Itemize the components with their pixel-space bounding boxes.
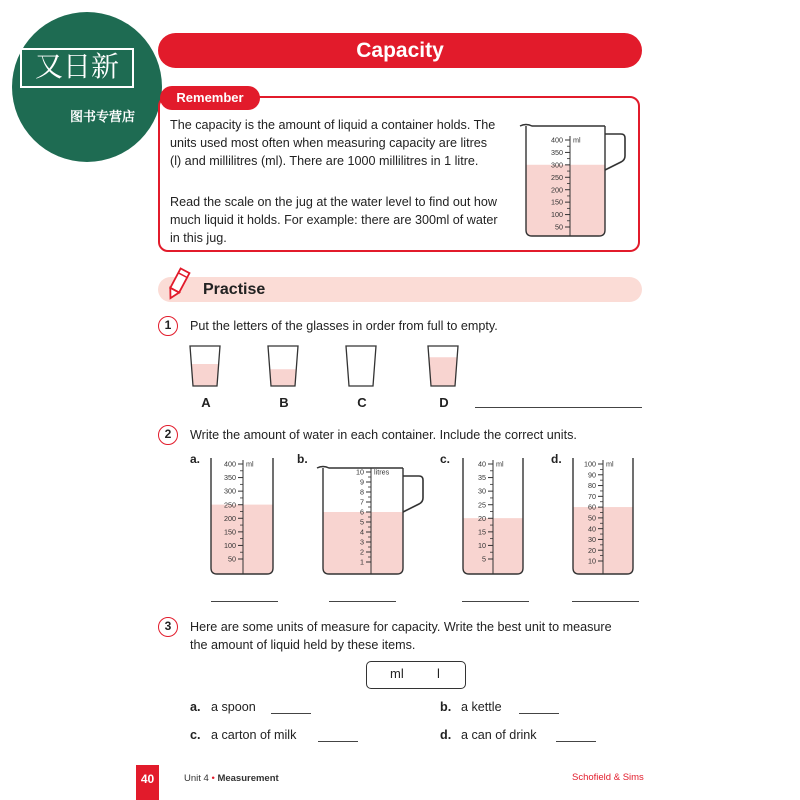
item-c-letter: c. [190, 728, 201, 742]
tick-label: 50 [555, 222, 563, 232]
unit-label: ml [496, 459, 504, 469]
question-2-text: Write the amount of water in each container. Include the correct units. [190, 428, 577, 442]
item-a-letter: a. [190, 700, 201, 714]
tick-label: 40 [478, 459, 486, 469]
item-a-answer-line[interactable] [271, 713, 311, 714]
container-d-cylinder [565, 452, 645, 580]
unit-label: ml [606, 459, 614, 469]
tick-label: 60 [588, 502, 596, 512]
footer-publisher: Schofield & Sims [572, 772, 644, 783]
unit-label: litres [374, 467, 390, 477]
pencil-icon [163, 266, 193, 302]
container-label-c: c. [440, 452, 451, 466]
tick-label: 100 [584, 459, 596, 469]
unit-label: ml [246, 459, 254, 469]
tick-label: 150 [224, 527, 236, 537]
container-c-cylinder [455, 452, 535, 580]
question-1-text: Put the letters of the glasses in order from full to empty. [190, 319, 498, 333]
tick-label: 200 [224, 513, 236, 523]
container-a-beaker [205, 452, 285, 580]
item-b-answer-line[interactable] [519, 713, 559, 714]
container-spout [520, 125, 605, 127]
container-b-jug [315, 452, 430, 580]
water-bottom [526, 165, 605, 236]
tick-label: 40 [588, 524, 596, 534]
q2a-answer-line[interactable] [211, 601, 278, 602]
tick-label: 50 [588, 513, 596, 523]
tick-label: 300 [224, 486, 236, 496]
item-d-letter: d. [440, 728, 452, 742]
tick-label: 20 [478, 513, 486, 523]
question-3-number: 3 [158, 617, 178, 637]
container-label-d: d. [551, 452, 562, 466]
glass-water [429, 357, 457, 386]
tick-label: 10 [356, 467, 364, 477]
tick-label: 8 [360, 487, 364, 497]
tick-label: 5 [482, 554, 486, 564]
q2d-answer-line[interactable] [572, 601, 639, 602]
tick-label: 300 [551, 160, 563, 170]
tick-label: 90 [588, 470, 596, 480]
item-c-answer-line[interactable] [318, 741, 358, 742]
unit-l: l [437, 666, 440, 681]
tick-label: 350 [551, 148, 563, 158]
container-label-a: a. [190, 452, 201, 466]
glass-water [270, 369, 297, 386]
water-bottom [211, 505, 273, 574]
tick-label: 10 [478, 541, 486, 551]
item-b-letter: b. [440, 700, 452, 714]
tick-label: 6 [360, 507, 364, 517]
tick-label: 100 [551, 210, 563, 220]
page-number: 40 [140, 772, 155, 786]
tick-label: 15 [478, 527, 486, 537]
footer-bullet: • [211, 773, 215, 784]
tick-label: 70 [588, 491, 596, 501]
question-2-number: 2 [158, 425, 178, 445]
glass-water [191, 364, 218, 386]
q1-answer-line[interactable] [475, 407, 642, 408]
q2c-answer-line[interactable] [462, 601, 529, 602]
remember-label: Remember [160, 86, 260, 110]
tick-label: 80 [588, 481, 596, 491]
item-d-text: a can of drink [461, 728, 537, 742]
q2b-answer-line[interactable] [329, 601, 396, 602]
question-3-text-line-1: Here are some units of measure for capacity. Write the best unit to measure [190, 620, 612, 634]
tick-label: 400 [551, 135, 563, 145]
tick-label: 4 [360, 527, 364, 537]
item-b-text: a kettle [461, 700, 502, 714]
question-3-text-line-2: the amount of liquid held by these items. [190, 638, 416, 652]
tick-label: 150 [551, 197, 563, 207]
tick-label: 250 [224, 500, 236, 510]
tick-label: 20 [588, 545, 596, 555]
tick-label: 35 [478, 473, 486, 483]
remember-paragraph-2: Read the scale on the jug at the water level to find out how much liquid it holds. For example: there are 300ml of water in this jug. [170, 195, 498, 245]
tick-label: 2 [360, 547, 364, 557]
item-c-text: a carton of milk [211, 728, 297, 742]
glass-outline [346, 346, 376, 386]
tick-label: 30 [478, 486, 486, 496]
container-handle [605, 134, 625, 170]
tick-label: 250 [551, 172, 563, 182]
store-badge-title: 又日新 [34, 50, 119, 83]
container-label-b: b. [297, 452, 308, 466]
item-a-text: a spoon [211, 700, 256, 714]
glass-label-b: B [279, 395, 289, 410]
store-badge-subtitle: 图书专营店 [70, 110, 136, 125]
remember-paragraph-1: The capacity is the amount of liquid a container holds. The units used most often when measuring capacity are litres (l) and millilitres (ml). There are 1000 millilitres in 1 litre. [170, 118, 496, 168]
tick-label: 400 [224, 459, 236, 469]
tick-label: 30 [588, 535, 596, 545]
example-jug [518, 120, 633, 242]
glass-label-a: A [201, 395, 211, 410]
units-box [366, 661, 466, 689]
glass-label-c: C [357, 395, 367, 410]
tick-label: 10 [588, 556, 596, 566]
footer-unit [184, 773, 279, 784]
footer-section: Measurement [217, 773, 279, 784]
question-1-number: 1 [158, 316, 178, 336]
tick-label: 200 [551, 185, 563, 195]
practise-heading: Practise [203, 281, 266, 298]
glass-label-d: D [439, 395, 449, 410]
glasses-row [180, 340, 480, 392]
tick-label: 1 [360, 557, 364, 567]
tick-label: 100 [224, 541, 236, 551]
container-handle [403, 476, 423, 512]
tick-label: 50 [228, 554, 236, 564]
tick-label: 25 [478, 500, 486, 510]
tick-label: 7 [360, 497, 364, 507]
item-d-answer-line[interactable] [556, 741, 596, 742]
unit-label: ml [573, 135, 581, 145]
tick-label: 350 [224, 473, 236, 483]
footer-unit-text: Unit 4 [184, 773, 209, 784]
tick-label: 3 [360, 537, 364, 547]
tick-label: 9 [360, 477, 364, 487]
unit-ml: ml [390, 666, 404, 681]
tick-label: 5 [360, 517, 364, 527]
page-title: Capacity [356, 39, 444, 62]
